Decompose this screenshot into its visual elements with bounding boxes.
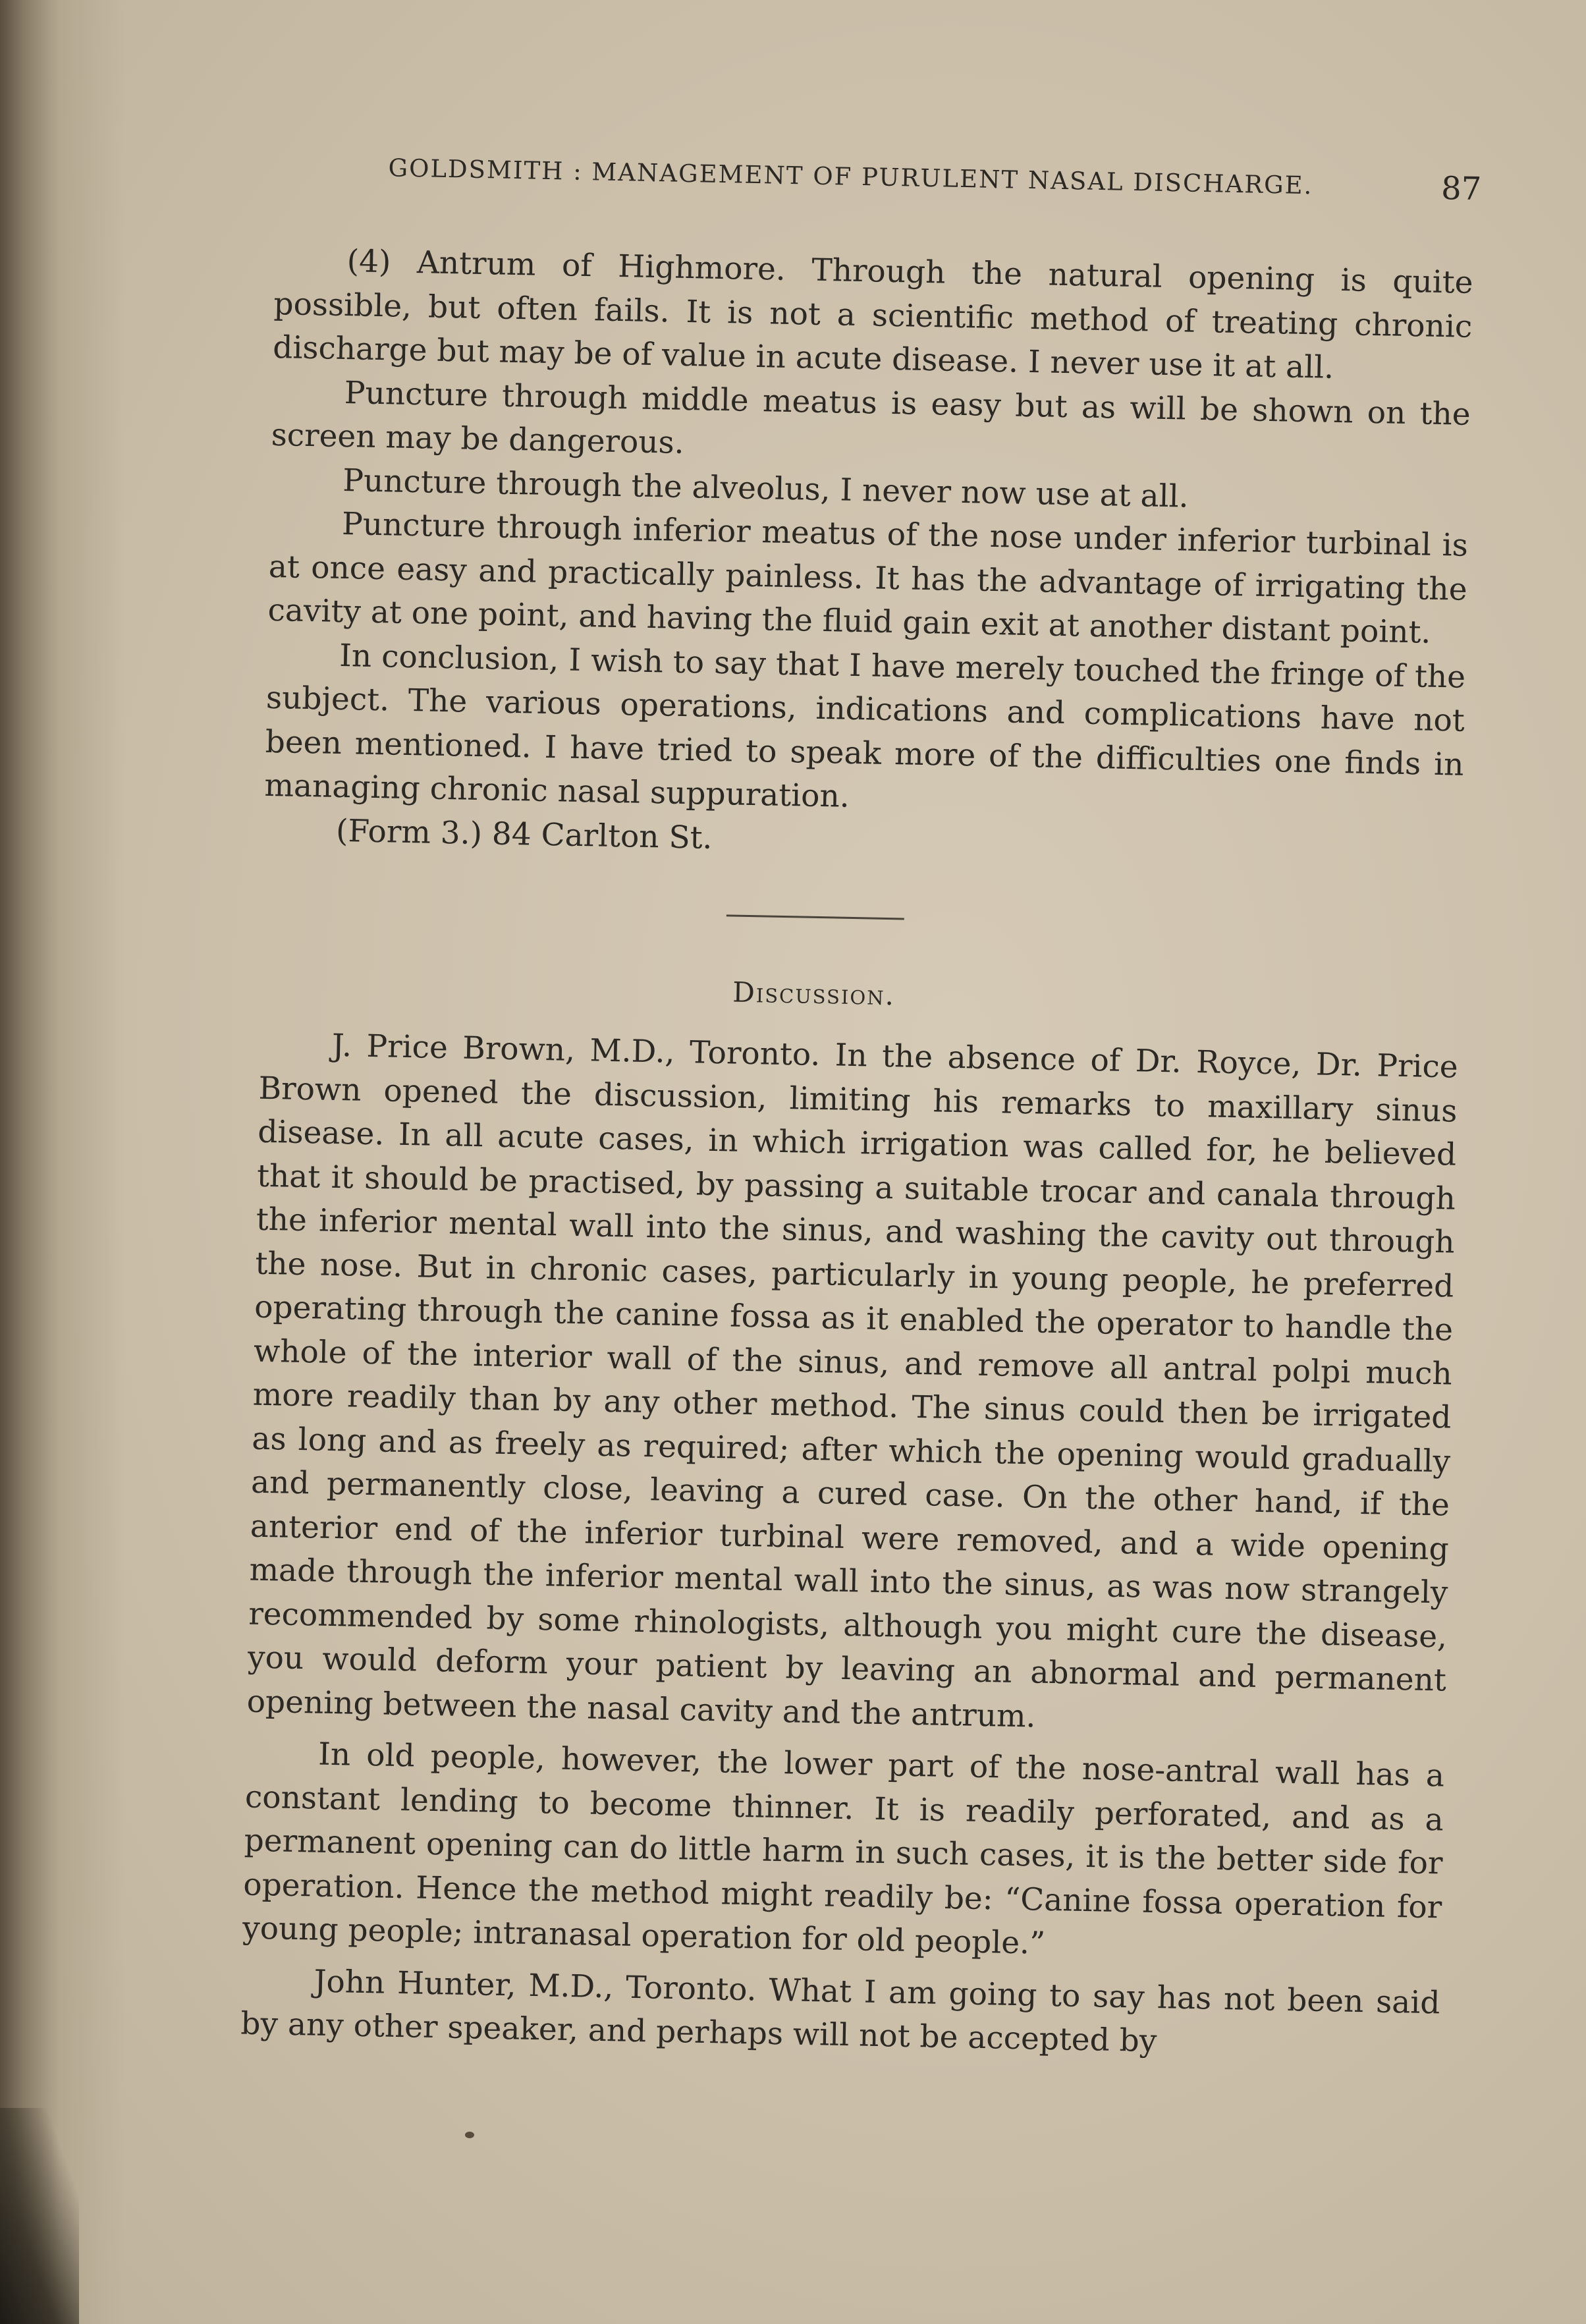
paper-speck <box>465 2132 474 2138</box>
binding-corner-shadow <box>0 2108 79 2324</box>
running-head <box>388 153 1482 221</box>
discussion-paragraph-old-people: In old people, however, the lower part of the nose-antral wall has a constant lending to become thinner. It is readily perforated, and as a permanent opening can do little harm in such cases, it is the better side for operation. Hence the method might readily be: “Canine fossa operation for young people; intranasal operation for old people.” <box>242 1736 1445 1962</box>
page-text-block <box>240 152 1482 2069</box>
binding-shadow <box>0 0 125 2324</box>
discussion-heading: Discussion. <box>732 976 896 1012</box>
paragraph-alveolus: Puncture through the alveolus, I never now use at all. <box>342 462 1190 515</box>
paragraph-middle-meatus: Puncture through middle meatus is easy but as will be shown on the screen may be dangerous. <box>271 374 1471 461</box>
paragraph-antrum: (4) Antrum of Highmore. Through the natural opening is quite possible, but often fails. It is not a scientific method of treating chronic discharge but may be of value in acute disease. I never use it at all. <box>272 243 1474 386</box>
page-number: 87 <box>1440 169 1482 208</box>
running-head-title: GOLDSMITH : MANAGEMENT OF PURULENT NASAL DISCHARGE. <box>388 153 1313 200</box>
discussion-paragraph-hunter: John Hunter, M.D., Toronto. What I am going to say has not been said by any other speaker, and perhaps will not be accepted by <box>240 1963 1440 2060</box>
paragraph-conclusion: In conclusion, I wish to say that I have merely touched the fringe of the subject. The various operations, indications and complications have not been mentioned. I have tried to speak more of the difficulties one finds in managing chronic nasal suppuration. <box>263 637 1466 815</box>
section-divider <box>726 914 904 920</box>
author-address: (Form 3.) 84 Carlton St. <box>335 812 713 856</box>
discussion-paragraph-price-brown: J. Price Brown, M.D., Toronto. In the absence of Dr. Royce, Dr. Price Brown opened the discussion, limiting his remarks to maxillary sinus disease. In all acute cases, in which irrigation was called for, he believed that it should be practised, by passing a suitable trocar and canala through the inferior mental wall into the sinus, and washing the cavity out through the nose. But in chronic cases, particularly in young people, he preferred operating through the canine fossa as it enabled the operator to handle the whole of the interior wall of the sinus, and remove all antral polpi much more readily than by any other method. The sinus could then be irrigated as long and as freely as required; after which the opening would gradually and permanently close, leaving a cured case. On the other hand, if the anterior end of the inferior turbinal were removed, and a wide opening made through the inferior mental wall into the sinus, as was now strangely recommended by some rhinologists, although you might cure the disease, you would deform your patient by leaving an abnormal and permanent opening between the nasal cavity and the antrum. <box>246 1027 1459 1735</box>
paragraph-inferior-meatus: Puncture through inferior meatus of the nose under inferior turbinal is at once easy and practically painless. It has the advantage of irrigating the cavity at one point, and having the fluid gain exit at another distant point. <box>267 506 1469 651</box>
